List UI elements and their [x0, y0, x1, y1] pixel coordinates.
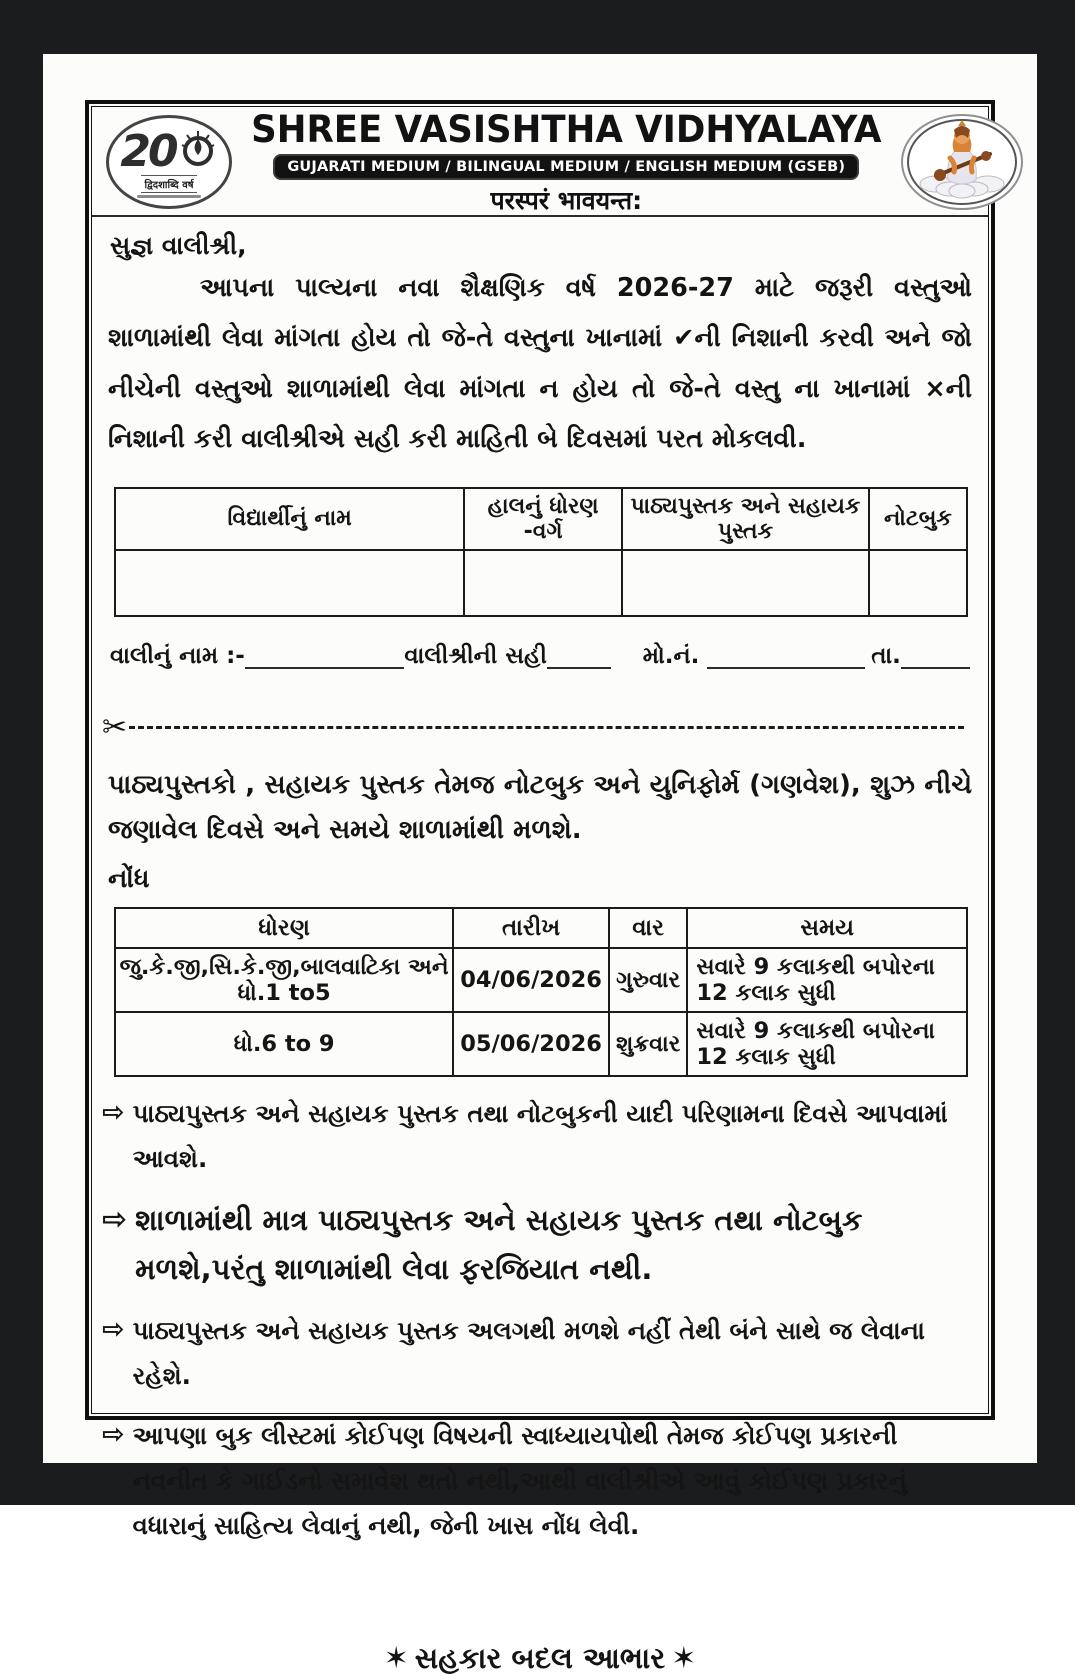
- school-name: SHREE VASISHTHA VIDHYALAYA: [251, 107, 882, 151]
- point-item: [102, 1413, 972, 1549]
- schedule-row: [115, 1012, 967, 1076]
- date-blank[interactable]: [901, 643, 970, 669]
- schedule-date: 04/06/2026: [453, 948, 609, 1012]
- point-item-emphasis: [102, 1196, 972, 1295]
- schedule-day: શુક્રવાર: [609, 1012, 687, 1076]
- notice-border: [85, 100, 995, 1676]
- student-info-table: [114, 487, 968, 617]
- header-titles: [232, 108, 901, 217]
- schedule-day: ગુરુવાર: [609, 948, 687, 1012]
- guardian-name-label: વાલીનું નામ :-: [110, 642, 245, 669]
- guardian-name-blank[interactable]: [245, 643, 405, 669]
- salutation: સુજ્ઞ વાલીશ્રી,: [110, 231, 247, 260]
- blank-cell-name[interactable]: [115, 550, 464, 616]
- anniversary-logo: [106, 115, 232, 209]
- intro-text-3: ની નિશાની કરી વાલીશ્રીએ સહી કરી માહિતી બે દિવસમાં પરત મોકલવી.: [108, 373, 972, 455]
- notice-body: [92, 217, 988, 1676]
- note-label: નોંધ: [108, 863, 150, 894]
- notice-page: [43, 54, 1037, 1676]
- dashed-cut-line: [129, 726, 964, 729]
- blank-cell-notebook[interactable]: [869, 550, 967, 616]
- anniversary-number: 20: [120, 125, 176, 177]
- schedule-header-row: [115, 908, 967, 948]
- point-text: આપણા બુક લીસ્ટમાં કોઈપણ વિષયની સ્વાધ્યાયપોથી તેમજ કોઈપણ પ્રકારની નવનીત કે ગાઈડનો સમાવેશ થતો નથી,આથી વાલીશ્રીએ આવું કોઈપણ પ્રકારનું વધારાનું સાહિત્ય લેવાનું નથી, જેની ખાસ નોંધ લેવી.: [132, 1420, 907, 1541]
- point-item: [102, 1091, 972, 1182]
- column-current-std: હાલનું ધોરણ -વર્ગ: [464, 488, 622, 550]
- distribution-schedule-table: [114, 907, 968, 1077]
- column-date: તારીખ: [453, 908, 609, 948]
- intro-paragraph: [108, 263, 972, 465]
- notice-header: [92, 107, 988, 217]
- cross-mark: ×: [924, 373, 946, 404]
- mobile-label: મો.નં.: [642, 642, 700, 669]
- intro-text-1: આપના પાલ્યના નવા શૈક્ષણિક વર્ષ 2026-27 માટે જરૂરી વસ્તુઓ શાળામાંથી લેવા માંગતા હોય તો જે-તે વસ્તુના ખાનામાં: [108, 273, 972, 354]
- point-item: [102, 1308, 972, 1399]
- column-time: સમય: [687, 908, 967, 948]
- guardian-sign-label: વાલીશ્રીની સહી: [404, 642, 547, 669]
- arrow-bullet-icon: ⇨: [102, 1201, 128, 1237]
- student-table-blank-row[interactable]: [115, 550, 967, 616]
- signature-row: [110, 643, 970, 669]
- anniversary-caption: द्विदशाब्दि वर्ष: [141, 175, 196, 193]
- date-label: તા.: [871, 642, 901, 669]
- anniversary-tagline-line: [137, 195, 201, 198]
- saraswati-logo: [901, 114, 1023, 210]
- medium-badge: GUJARATI MEDIUM / BILINGUAL MEDIUM / ENGLISH MEDIUM (GSEB): [273, 154, 859, 180]
- mobile-blank[interactable]: [707, 643, 865, 669]
- arrow-bullet-icon: ⇨: [102, 1314, 125, 1346]
- scissors-icon: ✂: [102, 709, 128, 745]
- thanks-text: સહકાર બદલ આભાર: [414, 1640, 666, 1675]
- guardian-sign-blank[interactable]: [547, 643, 611, 669]
- notice-points: [102, 1091, 972, 1549]
- point-text: પાઠ્યપુસ્તક અને સહાયક પુસ્તક તથા નોટબુકની યાદી પરિણામના દિવસે આપવામાં આવશે.: [132, 1098, 948, 1174]
- point-text: શાળામાંથી માત્ર પાઠ્યપુસ્તક અને સહાયક પુસ્તક તથા નોટબુક મળશે,પરંતુ શાળામાંથી લેવા ફરજિયાત નથી.: [135, 1202, 863, 1286]
- intro-text-2: ની નિશાની કરવી અને જો નીચેની વસ્તુઓ શાળામાંથી લેવા માંગતા ન હોય તો જે-તે વસ્તુ ના ખાનામાં: [108, 323, 972, 404]
- column-standard: ધોરણ: [115, 908, 453, 948]
- column-student-name: વિદ્યાર્થીનું નામ: [115, 488, 464, 550]
- schedule-date: 05/06/2026: [453, 1012, 609, 1076]
- blank-cell-std[interactable]: [464, 550, 622, 616]
- schedule-time: સવારે 9 કલાકથી બપોરના 12 કલાક સુધી: [687, 948, 967, 1012]
- schedule-std: જુ.કે.જી,સિ.કે.જી,બાલવાટિકા અને ધો.1 to5: [115, 948, 453, 1012]
- arrow-bullet-icon: ⇨: [102, 1096, 125, 1128]
- star-icon: ✶: [383, 1640, 409, 1676]
- blank-cell-textbooks[interactable]: [622, 550, 869, 616]
- schedule-std: ધો.6 to 9: [115, 1012, 453, 1076]
- arrow-bullet-icon: ⇨: [102, 1418, 125, 1450]
- column-day: વાર: [609, 908, 687, 948]
- star-icon: ✶: [671, 1640, 697, 1676]
- student-table-header-row: [115, 488, 967, 550]
- schedule-time: સવારે 9 કલાકથી બપોરના 12 કલાક સુધી: [687, 1012, 967, 1076]
- column-textbooks: પાઠ્યપુસ્તક અને સહાયક પુસ્તક: [622, 488, 869, 550]
- cut-here-line: [102, 709, 972, 745]
- flame-icon: [178, 129, 218, 175]
- schedule-row: [115, 948, 967, 1012]
- thanks-footer: [108, 1641, 972, 1676]
- check-mark: ✔: [673, 323, 695, 354]
- column-notebook: નોટબુક: [869, 488, 967, 550]
- distribution-note: પાઠ્યપુસ્તકો , સહાયક પુસ્તક તેમજ નોટબુક અને યુનિફોર્મ (ગણવેશ), શુઝ નીચે જણાવેલ દિવસે અને સમયે શાળામાંથી મળશે.: [108, 769, 972, 846]
- point-text: પાઠ્યપુસ્તક અને સહાયક પુસ્તક અલગથી મળશે નહીં તેથી બંને સાથે જ લેવાના રહેશે.: [132, 1316, 925, 1391]
- school-motto: परस्परं भावयन्त:: [490, 185, 643, 215]
- saraswati-icon: [906, 118, 1018, 206]
